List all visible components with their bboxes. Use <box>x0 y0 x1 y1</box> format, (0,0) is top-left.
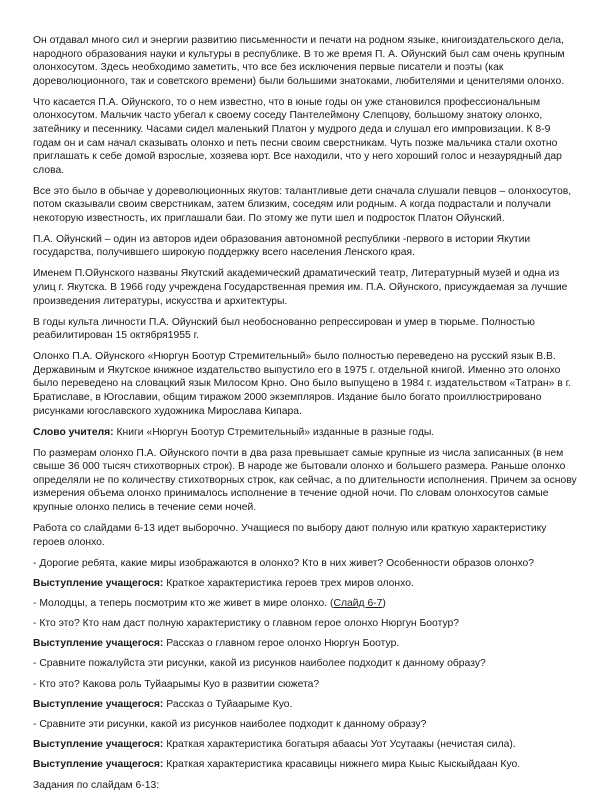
teacher-word-label: Слово учителя: <box>33 426 114 438</box>
student-speech-text: Краткое характеристика героев трех миров олонхо. <box>163 577 414 589</box>
student-speech-text: Рассказ о главном герое олонхо Нюргун Боотур. <box>163 638 400 650</box>
document-page <box>33 34 581 799</box>
paragraph-oyunsky-contribution: Он отдавал много сил и энергии развитию письменности и печати на родном языке, книгоиздательского дела, народного образования науки и культуры в республике. В то же время П. А. Ойунский был сам очень крупным олонхосутом. Здесь необходимо заметить, что все без исключения первые писатели и поэты (как дореволюционного, так и советского времени) были большими знатоками, любителями и ценителями олонхо. <box>33 35 565 87</box>
paragraph-olonkho-size: По размерам олонхо П.А. Ойунского почти в два раза превышает самые крупные из числа записанных (в нем свыше 36 000 тысяч стихотворных строк). В народе же бытовали олонхо и большего размера. Раньше олонхо определяли не по количеству стихотворных строк, как сейчас, а по длительности исполнения. Причем за основу измерения объема олонхо принималось исполнение в течение одной ночи. По словам олонхосутов самые крупные олонхо пелись в течение семи ночей. <box>33 447 577 513</box>
teacher-word-text: Книги «Нюргун Боотур Стремительный» изданные в разные годы. <box>113 426 435 438</box>
question-worlds: - Дорогие ребята, какие миры изображаются в олонхо? Кто в них живет? Особенности образов олонхо? <box>33 557 535 569</box>
student-speech-nyurgun <box>33 637 581 651</box>
question-nyurgun: - Кто это? Кто нам даст полную характеристику о главном герое олонхо Нюргун Боотур? <box>33 618 460 630</box>
student-speech-uot-usutaaky <box>33 738 581 752</box>
paragraph-teacher-word <box>33 426 581 440</box>
student-speech-label: Выступление учащегося: <box>33 698 164 710</box>
question-compare-drawings: - Сравните пожалуйста эти рисунки, какой из рисунков наиболее подходит к данному образу? <box>33 658 486 670</box>
paragraph-slides-work: Работа со слайдами 6-13 идет выборочно. Учащиеся по выбору дают полную или краткую характеристику героев олонхо. <box>33 522 547 548</box>
student-speech-tuyaaryma <box>33 698 581 712</box>
student-speech-kyys <box>33 758 581 772</box>
paragraph-translations: Олонхо П.А. Ойунского «Нюргун Боотур Стремительный» было полностью переведено на русский язык В.В. Державиным и Якутское книжное издательство выпустило его в 1975 г. отдельной книгой. Именно это олонхо было переведено на словацкий язык Милосом Крно. Оно было выпущено в 1984 г. издательством «Татран» в г. Братиславе, в Югославии, общим тиражом 2000 экземпляров. Издание было богато проиллюстрировано рисунками югославского художника Мирослава Кипара. <box>33 351 571 417</box>
slide-6-7-link[interactable]: Слайд 6-7 <box>333 597 383 609</box>
slides-tasks-heading: Задания по слайдам 6-13: <box>33 779 160 791</box>
student-speech-text: Рассказ о Туйаарыме Куо. <box>163 698 293 710</box>
student-speech-text: Краткая характеристика красавицы нижнего мира Кыыс Кыскыйдаан Куо. <box>163 759 521 771</box>
question-tuyaaryma: - Кто это? Какова роль Туйаарымы Куо в развитии сюжета? <box>33 678 320 690</box>
student-speech-label: Выступление учащегося: <box>33 577 164 589</box>
question-compare-drawings-2: - Сравните эти рисунки, какой из рисунков наиболее подходит к данному образу? <box>33 719 427 730</box>
paragraph-oyunsky-youth: Что касается П.А. Ойунского, то о нем известно, что в юные годы он уже становился профессиональным олонхосутом. Мальчик часто убегал к своему соседу Пантелеймону Слепцову, большому знатоку олонхо, затейнику и песеннику. Часами сидел маленький Платон у мудрого деда и слушал его импровизации. К 8-9 годам он и сам начал сказывать олонхо и петь песни своим сверстникам. Чуть позже мальчика стали охотно приглашать к себе домой взрослые, хозяева юрт. Все находили, что у него хороший голос и незаурядный дар слова. <box>33 96 562 176</box>
paragraph-tradition: Все это было в обычае у дореволюционных якутов: талантливые дети сначала слушали певцов – олонхосутов, потом сказывали своим сверстникам, затем близким, соседям или родным. А когда подрастали и получали некоторую известность, их приглашали баи. По этому же пути шел и подросток Платон Ойунский. <box>33 185 572 224</box>
question-who-lives-end: ) <box>382 597 386 609</box>
paragraph-repression: В годы культа личности П.А. Ойунский был необоснованно репрессирован и умер в тюрьме. Полностью реабилитирован 15 октября1955 г. <box>33 316 535 342</box>
question-who-lives <box>33 597 581 611</box>
student-speech-text: Краткая характеристика богатыря абаасы Уот Усутаакы (нечистая сила). <box>163 739 516 751</box>
student-speech-label: Выступление учащегося: <box>33 739 164 751</box>
student-speech-label: Выступление учащегося: <box>33 638 164 650</box>
student-speech-worlds <box>33 577 581 591</box>
paragraph-memorials: Именем П.Ойунского названы Якутский академический драматический театр, Литературный музей и одна из улиц г. Якутска. В 1966 году учреждена Государственная премия им. П.А. Ойунского, присуждаемая за лучшие произведения литературы, искусства и архитектуры. <box>33 268 568 307</box>
paragraph-autonomy: П.А. Ойунский – один из авторов идеи образования автономной республики -первого в истории Якутии государства, получившего широкую поддержку всего населения Ленского края. <box>33 233 531 259</box>
question-who-lives-text: - Молодцы, а теперь посмотрим кто же живет в мире олонхо. ( <box>33 597 334 609</box>
student-speech-label: Выступление учащегося: <box>33 759 164 771</box>
